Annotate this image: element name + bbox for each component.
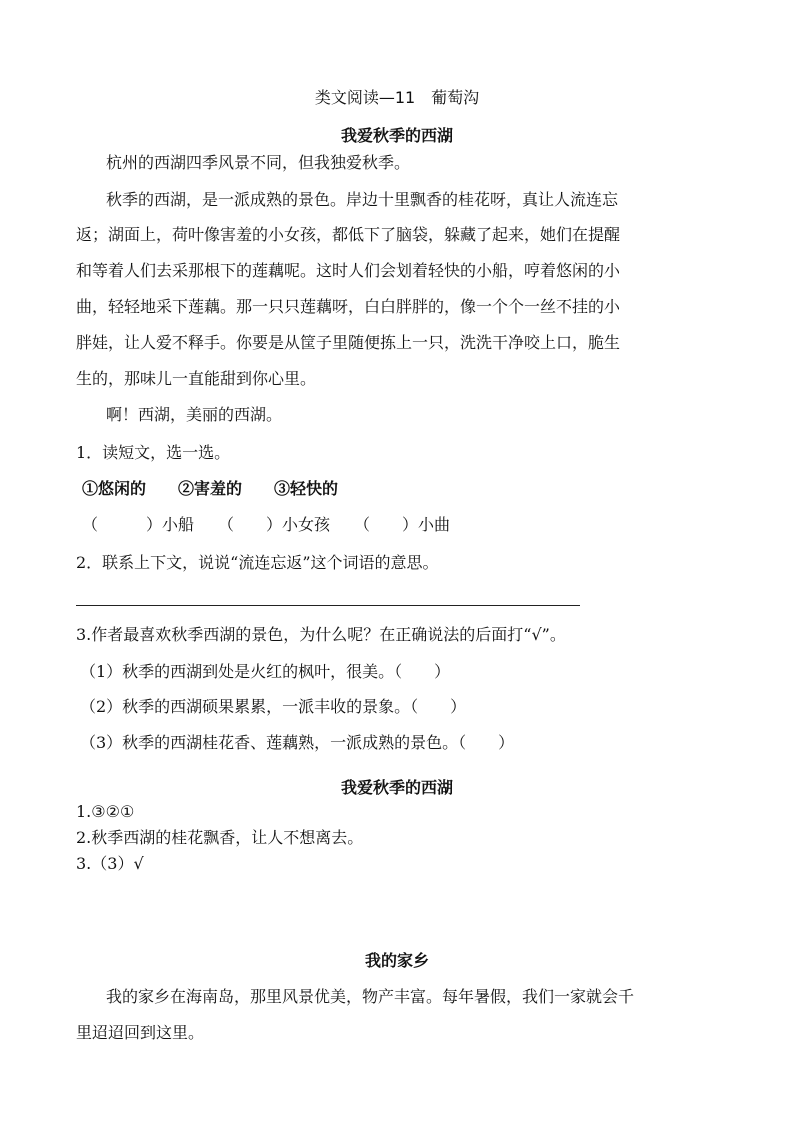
question-2: 2．联系上下文，说说“流连忘返”这个词语的意思。 xyxy=(76,553,439,572)
paragraph-line: 生的，那味儿一直能甜到你心里。 xyxy=(76,369,317,388)
paragraph-line: 返；湖面上，荷叶像害羞的小女孩，都低下了脑袋，躲藏了起来，她们在提醒 xyxy=(76,225,621,244)
question-3-option: （3）秋季的西湖桂花香、莲藕熟，一派成熟的景色。（ ） xyxy=(80,733,515,752)
answers-title: 我爱秋季的西湖 xyxy=(340,778,453,797)
question-3-option: （1）秋季的西湖到处是火红的枫叶，很美。（ ） xyxy=(80,662,451,681)
paragraph-line: 和等着人们去采那根下的莲藕呢。这时人们会划着轻快的小船，哼着悠闲的小 xyxy=(76,261,621,280)
paragraph-line: 胖娃，让人爱不释手。你要是从筐子里随便拣上一只，洗洗干净咬上口，脆生 xyxy=(76,333,621,352)
passage-title: 我爱秋季的西湖 xyxy=(340,126,453,145)
question-1: 1．读短文，选一选。 xyxy=(76,443,231,462)
question-1-blanks: （ ）小船 （ ）小女孩 （ ）小曲 xyxy=(82,515,451,534)
paragraph-line: 秋季的西湖，是一派成熟的景色。岸边十里飘香的桂花呀，真让人流连忘 xyxy=(106,190,619,209)
paragraph-line: 曲，轻轻地采下莲藕。那一只只莲藕呀，白白胖胖的，像一个个一丝不挂的小 xyxy=(76,297,621,316)
paragraph-line: 我的家乡在海南岛，那里风景优美，物产丰富。每年暑假，我们一家就会千 xyxy=(106,987,635,1006)
paragraph-line: 杭州的西湖四季风景不同，但我独爱秋季。 xyxy=(106,153,411,172)
page-title: 类文阅读—11 葡萄沟 xyxy=(314,88,480,107)
paragraph-line: 啊！西湖，美丽的西湖。 xyxy=(106,405,283,424)
answer-line-item: 2.秋季西湖的桂花飘香，让人不想离去。 xyxy=(76,828,364,847)
answer-line-item: 3.（3）√ xyxy=(76,854,144,873)
answer-line-item: 1.③②① xyxy=(76,802,135,821)
question-3-option: （2）秋季的西湖硕果累累，一派丰收的景象。（ ） xyxy=(80,697,467,716)
paragraph-line: 里迢迢回到这里。 xyxy=(76,1023,205,1042)
passage-2-title: 我的家乡 xyxy=(364,951,429,970)
question-1-options: ①悠闲的 ②害羞的 ③轻快的 xyxy=(82,479,339,498)
question-3: 3.作者最喜欢秋季西湖的景色，为什么呢？在正确说法的后面打“√”。 xyxy=(76,625,566,644)
answer-line xyxy=(76,605,580,606)
